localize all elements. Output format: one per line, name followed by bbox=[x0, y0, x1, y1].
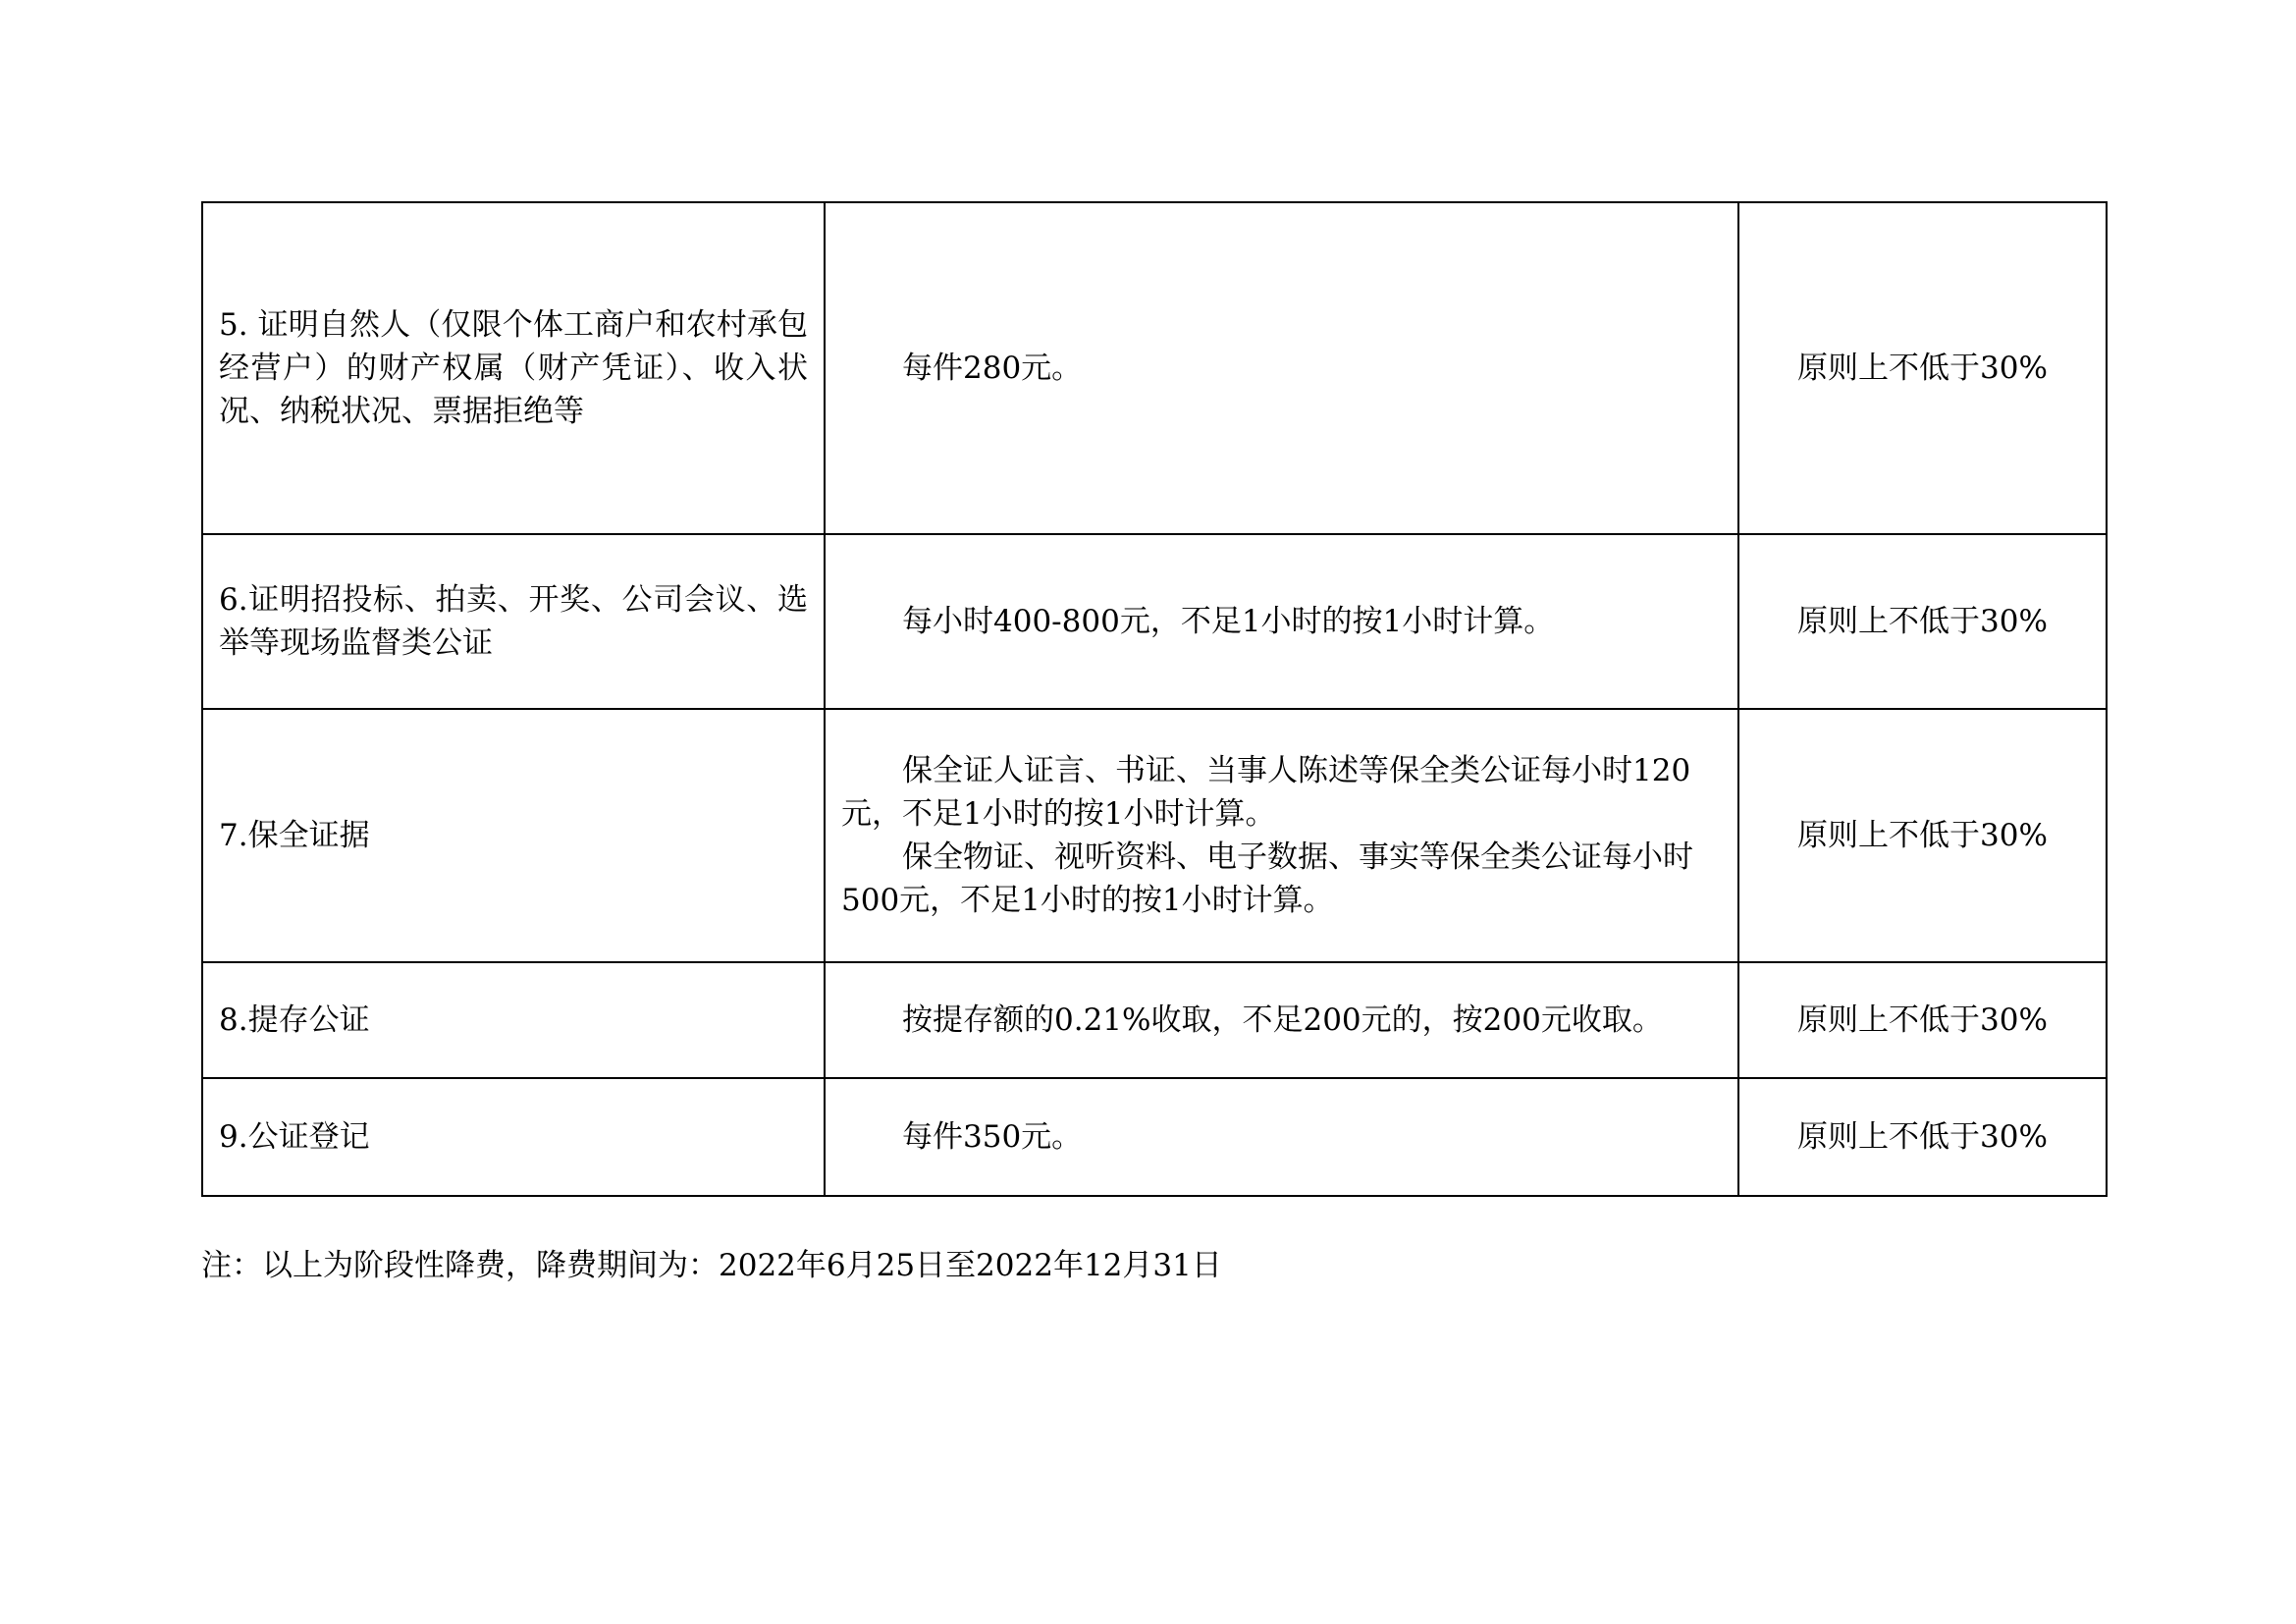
table-row bbox=[202, 534, 2107, 709]
fee-text: 每件280元。 bbox=[902, 351, 1083, 386]
fee-cell bbox=[825, 962, 1738, 1078]
fee-text: 保全物证、视听资料、电子数据、事实等保全类公证每小时500元，不足1小时的按1小时计算。 bbox=[841, 839, 1693, 918]
fee-cell bbox=[825, 1078, 1738, 1196]
footnote: 注：以上为阶段性降费，降费期间为：2022年6月25日至2022年12月31日 bbox=[201, 1248, 1222, 1283]
fee-text: 每件350元。 bbox=[902, 1119, 1083, 1155]
table-row bbox=[202, 709, 2107, 962]
fee-text: 保全证人证言、书证、当事人陈述等保全类公证每小时120元，不足1小时的按1小时计算。 bbox=[841, 753, 1691, 832]
item-cell: 9.公证登记 bbox=[202, 1078, 825, 1196]
fee-table bbox=[201, 201, 2108, 1197]
table-row bbox=[202, 962, 2107, 1078]
reduction-cell: 原则上不低于30% bbox=[1738, 962, 2107, 1078]
fee-text: 按提存额的0.21%收取，不足200元的，按200元收取。 bbox=[902, 1002, 1663, 1038]
reduction-cell: 原则上不低于30% bbox=[1738, 534, 2107, 709]
reduction-cell: 原则上不低于30% bbox=[1738, 1078, 2107, 1196]
item-cell: 8.提存公证 bbox=[202, 962, 825, 1078]
reduction-cell: 原则上不低于30% bbox=[1738, 202, 2107, 534]
item-cell: 7.保全证据 bbox=[202, 709, 825, 962]
reduction-cell: 原则上不低于30% bbox=[1738, 709, 2107, 962]
table-row bbox=[202, 202, 2107, 534]
item-cell: 6.证明招投标、拍卖、开奖、公司会议、选举等现场监督类公证 bbox=[202, 534, 825, 709]
fee-cell bbox=[825, 534, 1738, 709]
item-cell: 5. 证明自然人（仅限个体工商户和农村承包经营户）的财产权属（财产凭证）、收入状况、纳税状况、票据拒绝等 bbox=[202, 202, 825, 534]
fee-cell bbox=[825, 202, 1738, 534]
table-row bbox=[202, 1078, 2107, 1196]
fee-text: 每小时400-800元，不足1小时的按1小时计算。 bbox=[902, 604, 1555, 639]
fee-cell bbox=[825, 709, 1738, 962]
